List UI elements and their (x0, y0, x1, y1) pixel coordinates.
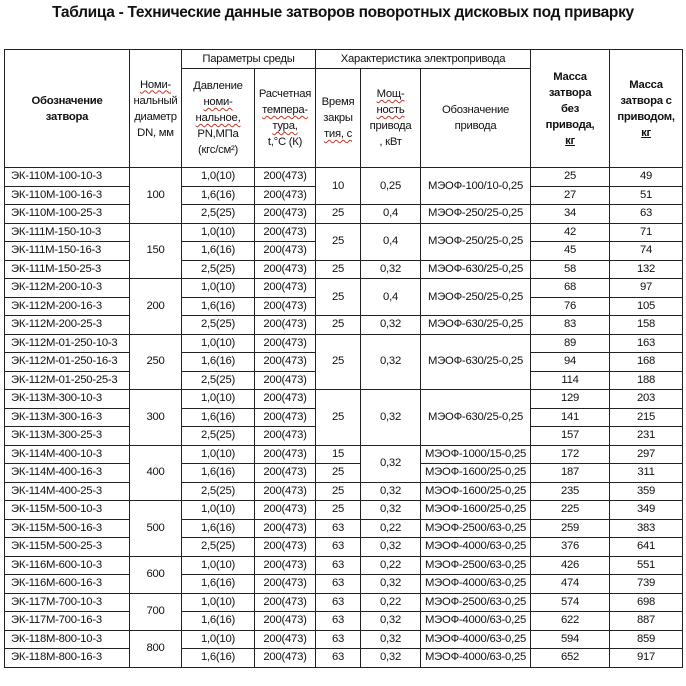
mass-with-drive-cell: 698 (610, 593, 683, 612)
pressure-cell: 1,0(10) (182, 279, 255, 298)
mass-with-drive-cell: 297 (610, 445, 683, 464)
mass-with-drive-cell: 551 (610, 556, 683, 575)
mass-no-drive-cell: 45 (531, 242, 610, 261)
close-time-cell: 25 (316, 390, 361, 446)
drive-name-cell: МЭОФ-100/10-0,25 (421, 168, 531, 205)
close-time-cell: 63 (316, 519, 361, 538)
mass-with-drive-cell: 51 (610, 186, 683, 205)
power-cell: 0,22 (361, 519, 421, 538)
mass-with-drive-cell: 739 (610, 575, 683, 594)
mass-with-drive-cell: 188 (610, 371, 683, 390)
mass-no-drive-cell: 225 (531, 501, 610, 520)
mass-no-drive-cell: 68 (531, 279, 610, 298)
temperature-cell: 200(473) (255, 205, 316, 224)
temperature-cell: 200(473) (255, 408, 316, 427)
mass-no-drive-cell: 34 (531, 205, 610, 224)
power-cell: 0,32 (361, 612, 421, 631)
drive-name-cell: МЭОФ-630/25-0,25 (421, 390, 531, 446)
designation-cell: ЭК-112М-200-16-3 (5, 297, 130, 316)
mass-with-drive-cell: 71 (610, 223, 683, 242)
power-cell: 0,22 (361, 556, 421, 575)
designation-cell: ЭК-117М-700-16-3 (5, 612, 130, 631)
mass-no-drive-cell: 474 (531, 575, 610, 594)
power-cell: 0,25 (361, 168, 421, 205)
table-row (5, 260, 683, 279)
mass-no-drive-cell: 76 (531, 297, 610, 316)
mass-with-drive-cell: 97 (610, 279, 683, 298)
table-row (5, 593, 683, 612)
designation-cell: ЭК-113М-300-10-3 (5, 390, 130, 409)
pressure-cell: 1,6(16) (182, 519, 255, 538)
header-temperature: Расчетная темпера- тура, t,°C (К) (255, 69, 316, 168)
drive-name-cell: МЭОФ-4000/63-0,25 (421, 575, 531, 594)
designation-cell: ЭК-118М-800-10-3 (5, 630, 130, 649)
pressure-cell: 1,6(16) (182, 353, 255, 372)
mass-with-drive-cell: 168 (610, 353, 683, 372)
designation-cell: ЭК-116М-600-10-3 (5, 556, 130, 575)
temperature-cell: 200(473) (255, 353, 316, 372)
pressure-cell: 1,0(10) (182, 556, 255, 575)
mass-with-drive-cell: 132 (610, 260, 683, 279)
pressure-cell: 1,0(10) (182, 445, 255, 464)
designation-cell: ЭК-111М-150-25-3 (5, 260, 130, 279)
temperature-cell: 200(473) (255, 538, 316, 557)
power-cell: 0,32 (361, 538, 421, 557)
designation-cell: ЭК-113М-300-25-3 (5, 427, 130, 446)
table-row (5, 556, 683, 575)
table-row (5, 445, 683, 464)
temperature-cell: 200(473) (255, 371, 316, 390)
valve-spec-table (4, 49, 683, 668)
mass-no-drive-cell: 652 (531, 649, 610, 668)
mass-no-drive-cell: 141 (531, 408, 610, 427)
mass-with-drive-cell: 231 (610, 427, 683, 446)
diameter-cell: 500 (130, 501, 182, 557)
designation-cell: ЭК-110М-100-25-3 (5, 205, 130, 224)
table-row (5, 334, 683, 353)
close-time-cell: 15 (316, 445, 361, 464)
temperature-cell: 200(473) (255, 186, 316, 205)
temperature-cell: 200(473) (255, 519, 316, 538)
pressure-cell: 1,0(10) (182, 593, 255, 612)
power-cell: 0,32 (361, 316, 421, 335)
power-cell: 0,32 (361, 445, 421, 482)
header-close-time: Время закры тия, с (316, 69, 361, 168)
mass-no-drive-cell: 129 (531, 390, 610, 409)
close-time-cell: 25 (316, 501, 361, 520)
pressure-cell: 2,5(25) (182, 205, 255, 224)
close-time-cell: 25 (316, 334, 361, 390)
header-mass-no-drive: Масса затвора без привода, кг (531, 50, 610, 168)
designation-cell: ЭК-112М-200-25-3 (5, 316, 130, 335)
header-pressure: Давление номи- нальное, PN,МПа (кгс/см²) (182, 69, 255, 168)
temperature-cell: 200(473) (255, 223, 316, 242)
diameter-cell: 150 (130, 223, 182, 279)
header-mass-with-drive: Масса затвора с приводом, кг (610, 50, 683, 168)
close-time-cell: 63 (316, 556, 361, 575)
temperature-cell: 200(473) (255, 427, 316, 446)
close-time-cell: 10 (316, 168, 361, 205)
close-time-cell: 25 (316, 205, 361, 224)
mass-with-drive-cell: 311 (610, 464, 683, 483)
diameter-cell: 300 (130, 390, 182, 446)
diameter-cell: 700 (130, 593, 182, 630)
close-time-cell: 63 (316, 538, 361, 557)
header-power: Мощ- ность привода , кВт (361, 69, 421, 168)
mass-no-drive-cell: 259 (531, 519, 610, 538)
temperature-cell: 200(473) (255, 575, 316, 594)
designation-cell: ЭК-115М-500-10-3 (5, 501, 130, 520)
diameter-cell: 100 (130, 168, 182, 224)
table-row (5, 630, 683, 649)
temperature-cell: 200(473) (255, 390, 316, 409)
temperature-cell: 200(473) (255, 297, 316, 316)
mass-no-drive-cell: 89 (531, 334, 610, 353)
diameter-cell: 800 (130, 630, 182, 667)
table-row (5, 538, 683, 557)
drive-name-cell: МЭОФ-1000/15-0,25 (421, 445, 531, 464)
close-time-cell: 63 (316, 612, 361, 631)
power-cell: 0,4 (361, 205, 421, 224)
drive-name-cell: МЭОФ-4000/63-0,25 (421, 538, 531, 557)
close-time-cell: 25 (316, 464, 361, 483)
temperature-cell: 200(473) (255, 260, 316, 279)
mass-no-drive-cell: 172 (531, 445, 610, 464)
pressure-cell: 1,6(16) (182, 612, 255, 631)
pressure-cell: 2,5(25) (182, 371, 255, 390)
designation-cell: ЭК-110М-100-16-3 (5, 186, 130, 205)
mass-with-drive-cell: 163 (610, 334, 683, 353)
drive-name-cell: МЭОФ-250/25-0,25 (421, 223, 531, 260)
mass-with-drive-cell: 383 (610, 519, 683, 538)
pressure-cell: 1,0(10) (182, 334, 255, 353)
temperature-cell: 200(473) (255, 649, 316, 668)
table-row (5, 316, 683, 335)
drive-name-cell: МЭОФ-630/25-0,25 (421, 334, 531, 390)
drive-name-cell: МЭОФ-250/25-0,25 (421, 279, 531, 316)
temperature-cell: 200(473) (255, 556, 316, 575)
table-row (5, 205, 683, 224)
mass-no-drive-cell: 94 (531, 353, 610, 372)
power-cell: 0,32 (361, 649, 421, 668)
mass-no-drive-cell: 574 (531, 593, 610, 612)
designation-cell: ЭК-112М-200-10-3 (5, 279, 130, 298)
designation-cell: ЭК-114М-400-16-3 (5, 464, 130, 483)
designation-cell: ЭК-110М-100-10-3 (5, 168, 130, 187)
mass-no-drive-cell: 187 (531, 464, 610, 483)
mass-no-drive-cell: 27 (531, 186, 610, 205)
temperature-cell: 200(473) (255, 316, 316, 335)
power-cell: 0,4 (361, 279, 421, 316)
close-time-cell: 25 (316, 279, 361, 316)
pressure-cell: 2,5(25) (182, 482, 255, 501)
designation-cell: ЭК-111М-150-16-3 (5, 242, 130, 261)
temperature-cell: 200(473) (255, 501, 316, 520)
designation-cell: ЭК-112М-01-250-16-3 (5, 353, 130, 372)
pressure-cell: 1,6(16) (182, 464, 255, 483)
mass-with-drive-cell: 349 (610, 501, 683, 520)
pressure-cell: 1,0(10) (182, 168, 255, 187)
designation-cell: ЭК-115М-500-25-3 (5, 538, 130, 557)
header-diameter: Номи- нальный диаметр DN, мм (130, 50, 182, 168)
close-time-cell: 25 (316, 316, 361, 335)
close-time-cell: 25 (316, 260, 361, 279)
header-designation: Обозначение затвора (5, 50, 130, 168)
table-row (5, 612, 683, 631)
header-env-params: Параметры среды (182, 50, 316, 69)
mass-no-drive-cell: 157 (531, 427, 610, 446)
pressure-cell: 2,5(25) (182, 538, 255, 557)
mass-no-drive-cell: 25 (531, 168, 610, 187)
temperature-cell: 200(473) (255, 334, 316, 353)
pressure-cell: 2,5(25) (182, 316, 255, 335)
pressure-cell: 2,5(25) (182, 260, 255, 279)
close-time-cell: 63 (316, 649, 361, 668)
power-cell: 0,32 (361, 501, 421, 520)
designation-cell: ЭК-117М-700-10-3 (5, 593, 130, 612)
temperature-cell: 200(473) (255, 242, 316, 261)
temperature-cell: 200(473) (255, 612, 316, 631)
mass-no-drive-cell: 235 (531, 482, 610, 501)
drive-name-cell: МЭОФ-2500/63-0,25 (421, 593, 531, 612)
power-cell: 0,32 (361, 390, 421, 446)
drive-name-cell: МЭОФ-1600/25-0,25 (421, 464, 531, 483)
mass-no-drive-cell: 622 (531, 612, 610, 631)
mass-with-drive-cell: 215 (610, 408, 683, 427)
designation-cell: ЭК-113М-300-16-3 (5, 408, 130, 427)
designation-cell: ЭК-111М-150-10-3 (5, 223, 130, 242)
designation-cell: ЭК-114М-400-25-3 (5, 482, 130, 501)
power-cell: 0,32 (361, 575, 421, 594)
drive-name-cell: МЭОФ-4000/63-0,25 (421, 649, 531, 668)
mass-no-drive-cell: 114 (531, 371, 610, 390)
diameter-cell: 400 (130, 445, 182, 501)
mass-no-drive-cell: 594 (531, 630, 610, 649)
mass-no-drive-cell: 42 (531, 223, 610, 242)
mass-with-drive-cell: 158 (610, 316, 683, 335)
designation-cell: ЭК-112М-01-250-25-3 (5, 371, 130, 390)
drive-name-cell: МЭОФ-4000/63-0,25 (421, 612, 531, 631)
mass-with-drive-cell: 105 (610, 297, 683, 316)
table-row (5, 501, 683, 520)
pressure-cell: 1,6(16) (182, 242, 255, 261)
temperature-cell: 200(473) (255, 168, 316, 187)
mass-with-drive-cell: 203 (610, 390, 683, 409)
pressure-cell: 1,6(16) (182, 297, 255, 316)
temperature-cell: 200(473) (255, 445, 316, 464)
mass-with-drive-cell: 641 (610, 538, 683, 557)
mass-with-drive-cell: 74 (610, 242, 683, 261)
designation-cell: ЭК-118М-800-16-3 (5, 649, 130, 668)
drive-name-cell: МЭОФ-2500/63-0,25 (421, 519, 531, 538)
pressure-cell: 1,6(16) (182, 186, 255, 205)
close-time-cell: 63 (316, 630, 361, 649)
table-row (5, 390, 683, 409)
mass-with-drive-cell: 917 (610, 649, 683, 668)
temperature-cell: 200(473) (255, 593, 316, 612)
designation-cell: ЭК-112М-01-250-10-3 (5, 334, 130, 353)
mass-with-drive-cell: 887 (610, 612, 683, 631)
table-row (5, 482, 683, 501)
pressure-cell: 1,0(10) (182, 223, 255, 242)
pressure-cell: 1,6(16) (182, 575, 255, 594)
drive-name-cell: МЭОФ-250/25-0,25 (421, 205, 531, 224)
mass-no-drive-cell: 83 (531, 316, 610, 335)
table-row (5, 519, 683, 538)
drive-name-cell: МЭОФ-4000/63-0,25 (421, 630, 531, 649)
diameter-cell: 600 (130, 556, 182, 593)
page-title: Таблица - Технические данные затворов поворотных дисковых под приварку (52, 4, 634, 21)
power-cell: 0,32 (361, 334, 421, 390)
mass-with-drive-cell: 359 (610, 482, 683, 501)
close-time-cell: 25 (316, 223, 361, 260)
diameter-cell: 200 (130, 279, 182, 335)
mass-no-drive-cell: 376 (531, 538, 610, 557)
temperature-cell: 200(473) (255, 464, 316, 483)
power-cell: 0,32 (361, 260, 421, 279)
drive-name-cell: МЭОФ-630/25-0,25 (421, 316, 531, 335)
mass-no-drive-cell: 58 (531, 260, 610, 279)
mass-with-drive-cell: 63 (610, 205, 683, 224)
pressure-cell: 1,0(10) (182, 630, 255, 649)
pressure-cell: 1,6(16) (182, 408, 255, 427)
mass-with-drive-cell: 859 (610, 630, 683, 649)
designation-cell: ЭК-116М-600-16-3 (5, 575, 130, 594)
temperature-cell: 200(473) (255, 279, 316, 298)
power-cell: 0,4 (361, 223, 421, 260)
pressure-cell: 1,0(10) (182, 390, 255, 409)
temperature-cell: 200(473) (255, 482, 316, 501)
table-row (5, 168, 683, 187)
power-cell: 0,32 (361, 630, 421, 649)
drive-name-cell: МЭОФ-2500/63-0,25 (421, 556, 531, 575)
designation-cell: ЭК-114М-400-10-3 (5, 445, 130, 464)
table-row (5, 649, 683, 668)
pressure-cell: 1,6(16) (182, 649, 255, 668)
close-time-cell: 63 (316, 575, 361, 594)
drive-name-cell: МЭОФ-1600/25-0,25 (421, 482, 531, 501)
drive-name-cell: МЭОФ-630/25-0,25 (421, 260, 531, 279)
power-cell: 0,32 (361, 482, 421, 501)
table-row (5, 279, 683, 298)
table-row (5, 464, 683, 483)
diameter-cell: 250 (130, 334, 182, 390)
close-time-cell: 25 (316, 482, 361, 501)
table-row (5, 223, 683, 242)
close-time-cell: 63 (316, 593, 361, 612)
pressure-cell: 2,5(25) (182, 427, 255, 446)
header-drive-name: Обозначение привода (421, 69, 531, 168)
header-drive-char: Характеристика электропривода (316, 50, 531, 69)
designation-cell: ЭК-115М-500-16-3 (5, 519, 130, 538)
pressure-cell: 1,0(10) (182, 501, 255, 520)
drive-name-cell: МЭОФ-1600/25-0,25 (421, 501, 531, 520)
mass-no-drive-cell: 426 (531, 556, 610, 575)
power-cell: 0,22 (361, 593, 421, 612)
temperature-cell: 200(473) (255, 630, 316, 649)
table-row (5, 575, 683, 594)
mass-with-drive-cell: 49 (610, 168, 683, 187)
